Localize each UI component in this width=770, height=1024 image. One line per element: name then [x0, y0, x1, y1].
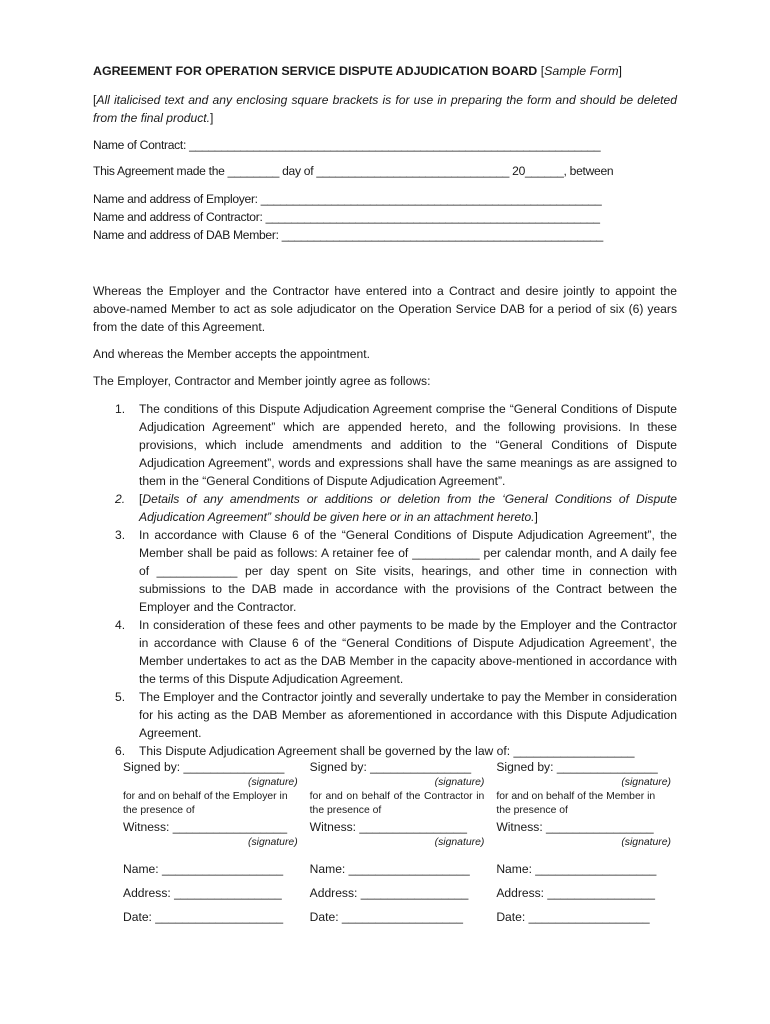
- behalf-text: for and on behalf of the Employer in the presence of: [123, 791, 288, 816]
- title-bracket-close: ]: [618, 64, 622, 78]
- clause-number: 1.: [115, 402, 126, 416]
- clause-number: 5.: [115, 690, 126, 704]
- signed-by-field[interactable]: Signed by: _______________: [496, 760, 658, 774]
- behalf-text: for and on behalf of the Member in the presence of: [496, 791, 656, 816]
- clause-number: 6.: [115, 744, 126, 758]
- contractor-field[interactable]: Name and address of Contractor: ____________________________________________________: [93, 210, 600, 224]
- contractor-signature-column: [304, 758, 491, 926]
- signed-by-field[interactable]: Signed by: _______________: [309, 760, 472, 774]
- clause-item: [93, 490, 677, 526]
- clause-text: Details of any amendments or additions or deletion from the ‘General Conditions of Dispute Adjudication Agreement” should be given here or in an attachment hereto.: [139, 492, 677, 524]
- agreement-date-field[interactable]: This Agreement made the ________ day of ______________________________ 20______, between: [93, 164, 614, 178]
- instruction-text: All italicised text and any enclosing square brackets is for use in preparing the form and should be deleted from the final product.: [93, 93, 677, 125]
- behalf-text: for and on behalf of the Contractor in the presence of: [309, 791, 485, 816]
- signature-caption: (signature): [247, 777, 298, 788]
- dab-member-field[interactable]: Name and address of DAB Member: __________________________________________________: [93, 228, 603, 242]
- date-field[interactable]: Date: ___________________: [123, 910, 284, 924]
- witness-field[interactable]: Witness: ________________: [309, 820, 467, 834]
- witness-signature-caption: (signature): [621, 837, 671, 848]
- address-field[interactable]: Address: ________________: [309, 886, 469, 900]
- whereas-paragraph-1: Whereas the Employer and the Contractor have entered into a Contract and desire jointly to appoint the above-named Member to act as sole adjudicator on the Operation Service DAB for a period of six (6) years from the date of this Agreement.: [93, 284, 677, 334]
- clause-item: [93, 526, 677, 616]
- whereas-paragraph-2: And whereas the Member accepts the appointment.: [93, 347, 370, 361]
- signature-caption: (signature): [621, 777, 671, 788]
- jointly-agree-paragraph: The Employer, Contractor and Member jointly agree as follows:: [93, 374, 431, 388]
- clause-text: This Dispute Adjudication Agreement shall be governed by the law of: __________________: [139, 744, 635, 758]
- instruction-bracket-open: [: [93, 93, 97, 107]
- clause-number: 4.: [115, 618, 126, 632]
- address-field[interactable]: Address: ________________: [496, 886, 656, 900]
- name-field[interactable]: Name: __________________: [123, 862, 284, 876]
- witness-field[interactable]: Witness: _________________: [123, 820, 288, 834]
- signed-by-field[interactable]: Signed by: _______________: [123, 760, 285, 774]
- witness-field[interactable]: Witness: ________________: [496, 820, 654, 834]
- name-field[interactable]: Name: __________________: [309, 862, 470, 876]
- clause-text: In consideration of these fees and other payments to be made by the Employer and the Contractor in accordance with Clause 6 of the “General Conditions of Dispute Adjudication Agreement’, the Member undertakes to act as the DAB Member in the capacity above-mentioned in accordance with the terms of this Dispute Adjudication Agreement.: [139, 618, 677, 686]
- date-field[interactable]: Date: __________________: [309, 910, 463, 924]
- address-field[interactable]: Address: ________________: [123, 886, 282, 900]
- document-title: [93, 62, 677, 80]
- clause-bracket-close: ]: [534, 510, 538, 524]
- instruction-note: [93, 91, 677, 127]
- clauses-list: [93, 400, 677, 760]
- clause-text: In accordance with Clause 6 of the “General Conditions of Dispute Adjudication Agreement”, the Member shall be paid as follows: A retainer fee of __________ per calendar month, and A daily fee of ____________ per day spent on Site visits, hearings, and other time in connection with submissions to the DAB made in accordance with the provisions of the Contract between the Employer and the Contractor.: [139, 528, 677, 614]
- clause-item: [93, 688, 677, 742]
- clause-text: The conditions of this Dispute Adjudication Agreement comprise the “General Conditions of Dispute Adjudication Agreement” which are appended hereto, and the following provisions. In these provisions, which include amendments and addition to the “General Conditions of Dispute Adjudication Agreement”, words and expressions shall have the same meanings as are assigned to them in the “General Conditions of Dispute Adjudication Agreement”.: [139, 402, 677, 488]
- title-bracket-open: [: [540, 64, 545, 78]
- clause-text: The Employer and the Contractor jointly and severally undertake to pay the Member in consideration for his acting as the DAB Member as aforementioned in accordance with this Dispute Adjudication Agreement.: [139, 690, 677, 740]
- signature-caption: (signature): [434, 777, 485, 788]
- member-signature-column: [490, 758, 677, 926]
- title-main: AGREEMENT FOR OPERATION SERVICE DISPUTE ADJUDICATION BOARD: [93, 64, 538, 78]
- name-field[interactable]: Name: __________________: [496, 862, 657, 876]
- witness-signature-caption: (signature): [247, 837, 298, 848]
- date-field[interactable]: Date: __________________: [496, 910, 650, 924]
- name-of-contract-field[interactable]: Name of Contract: ________________________________________________________________: [93, 138, 601, 152]
- clause-bracket-open: [: [139, 492, 143, 506]
- witness-signature-caption: (signature): [434, 837, 485, 848]
- employer-signature-column: [117, 758, 304, 926]
- signature-block: [117, 758, 677, 926]
- clause-item: [93, 616, 677, 688]
- clause-number: 3.: [115, 528, 126, 542]
- title-sample-form: Sample Form: [544, 64, 619, 78]
- instruction-bracket-close: ]: [209, 111, 214, 125]
- employer-field[interactable]: Name and address of Employer: _____________________________________________________: [93, 192, 602, 206]
- document-page: [93, 62, 677, 760]
- clause-number: 2.: [115, 492, 126, 506]
- clause-item: [93, 400, 677, 490]
